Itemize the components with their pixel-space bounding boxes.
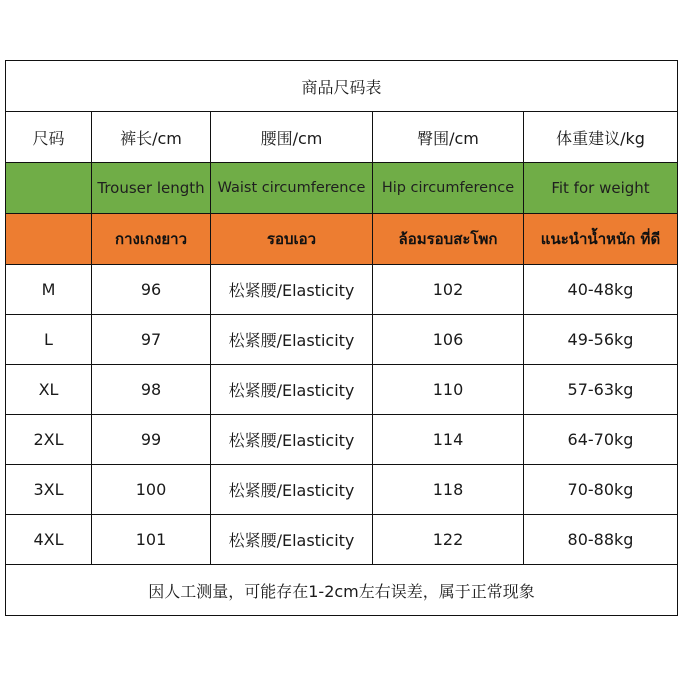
english-header-hip: Hip circumference [373,163,524,214]
english-header-waist: Waist circumference [211,163,373,214]
weight-cell: 80-88kg [524,515,678,565]
table-row [6,415,678,465]
header-length: 裤长/cm [92,112,211,163]
hip-cell: 102 [373,265,524,315]
weight-cell: 49-56kg [524,315,678,365]
length-cell: 96 [92,265,211,315]
hip-cell: 114 [373,415,524,465]
length-cell: 100 [92,465,211,515]
weight-cell: 64-70kg [524,415,678,465]
table-row [6,465,678,515]
size-cell: 4XL [6,515,92,565]
size-chart-table [5,60,678,616]
length-cell: 99 [92,415,211,465]
header-size: 尺码 [6,112,92,163]
size-cell: L [6,315,92,365]
size-cell: 2XL [6,415,92,465]
table-title: 商品尺码表 [6,61,678,112]
waist-cell: 松紧腰/Elasticity [211,265,373,315]
hip-cell: 110 [373,365,524,415]
size-cell: XL [6,365,92,415]
size-cell: M [6,265,92,315]
weight-cell: 70-80kg [524,465,678,515]
length-cell: 98 [92,365,211,415]
measurement-note: 因人工测量，可能存在1-2cm左右误差，属于正常现象 [6,565,678,616]
table-row [6,515,678,565]
hip-cell: 118 [373,465,524,515]
thai-header-weight: แนะนำน้ำหนัก ที่ดี [524,214,678,265]
thai-header-hip: ล้อมรอบสะโพก [373,214,524,265]
header-waist: 腰围/cm [211,112,373,163]
english-header-weight: Fit for weight [524,163,678,214]
hip-cell: 122 [373,515,524,565]
title-row [6,61,678,112]
hip-cell: 106 [373,315,524,365]
length-cell: 97 [92,315,211,365]
table-row [6,315,678,365]
header-hip: 臀围/cm [373,112,524,163]
weight-cell: 40-48kg [524,265,678,315]
weight-cell: 57-63kg [524,365,678,415]
chinese-header-row [6,112,678,163]
english-header-size [6,163,92,214]
table-row [6,365,678,415]
thai-header-length: กางเกงยาว [92,214,211,265]
size-cell: 3XL [6,465,92,515]
waist-cell: 松紧腰/Elasticity [211,315,373,365]
length-cell: 101 [92,515,211,565]
note-row [6,565,678,616]
waist-cell: 松紧腰/Elasticity [211,415,373,465]
waist-cell: 松紧腰/Elasticity [211,365,373,415]
waist-cell: 松紧腰/Elasticity [211,465,373,515]
waist-cell: 松紧腰/Elasticity [211,515,373,565]
header-weight: 体重建议/kg [524,112,678,163]
english-header-length: Trouser length [92,163,211,214]
thai-header-row [6,214,678,265]
table-row [6,265,678,315]
thai-header-waist: รอบเอว [211,214,373,265]
thai-header-size [6,214,92,265]
english-header-row [6,163,678,214]
